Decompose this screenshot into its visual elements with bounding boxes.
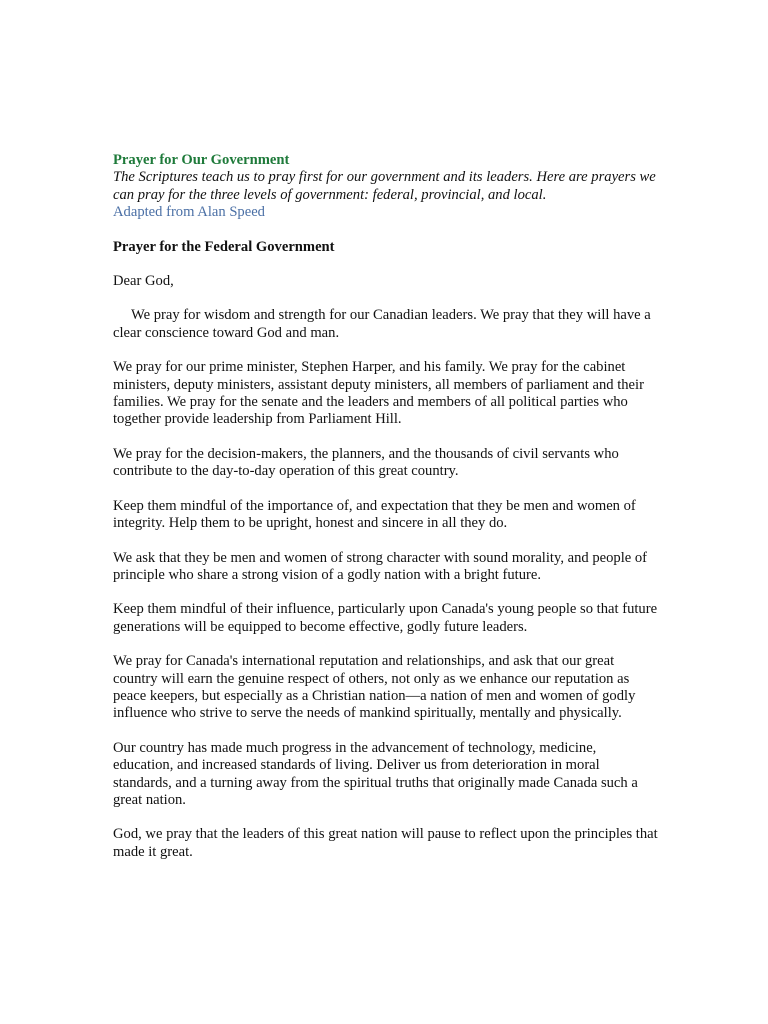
document-title: Prayer for Our Government [113,152,290,168]
paragraph-reflect: God, we pray that the leaders of this great nation will pause to reflect upon the principles that made it great. [113,826,658,860]
paragraph-character: We ask that they be men and women of strong character with sound morality, and people of principle who share a strong vision of a godly nation with a bright future. [113,549,648,583]
attribution-text: Adapted from Alan Speed [113,204,265,221]
paragraph-prime-minister: We pray for our prime minister, Stephen Harper, and his family. We pray for the cabinet ministers, deputy ministers, assistant deputy ministers, all members of parliament and their families. We pray for the senate and the leaders and members of all political parties who together provide leadership from Parliament Hill. [113,359,644,428]
paragraph-wisdom: We pray for wisdom and strength for our Canadian leaders. We pray that they will have a clear conscience toward God and man. [113,307,651,341]
intro-text: The Scriptures teach us to pray first for our government and its leaders. Here are prayers we can pray for the three levels of government: federal, provincial, and local. [113,169,656,203]
salutation: Dear God, [113,273,174,290]
paragraph-civil-servants: We pray for the decision-makers, the planners, and the thousands of civil servants who contribute to the day-to-day operation of this great country. [113,445,619,480]
paragraph-international: We pray for Canada's international reputation and relationships, and ask that our great country will earn the genuine respect of others, not only as we enhance our reputation as peace keepers, but especially as a Christian nation—a nation of men and women of godly influence who strive to serve the needs of mankind spiritually, mentally and physically. [113,653,636,722]
paragraph-progress: Our country has made much progress in the advancement of technology, medicine, education, and increased standards of living. Deliver us from deterioration in moral standards, and a turning away from the spiritual truths that originally made Canada such a great nation. [113,739,638,808]
paragraph-influence: Keep them mindful of their influence, particularly upon Canada's young people so that future generations will be equipped to become effective, godly future leaders. [113,601,658,635]
document-page [113,152,658,861]
paragraph-integrity: Keep them mindful of the importance of, and expectation that they be men and women of integrity. Help them to be upright, honest and sincere in all they do. [113,497,636,532]
section-heading: Prayer for the Federal Government [113,238,335,255]
